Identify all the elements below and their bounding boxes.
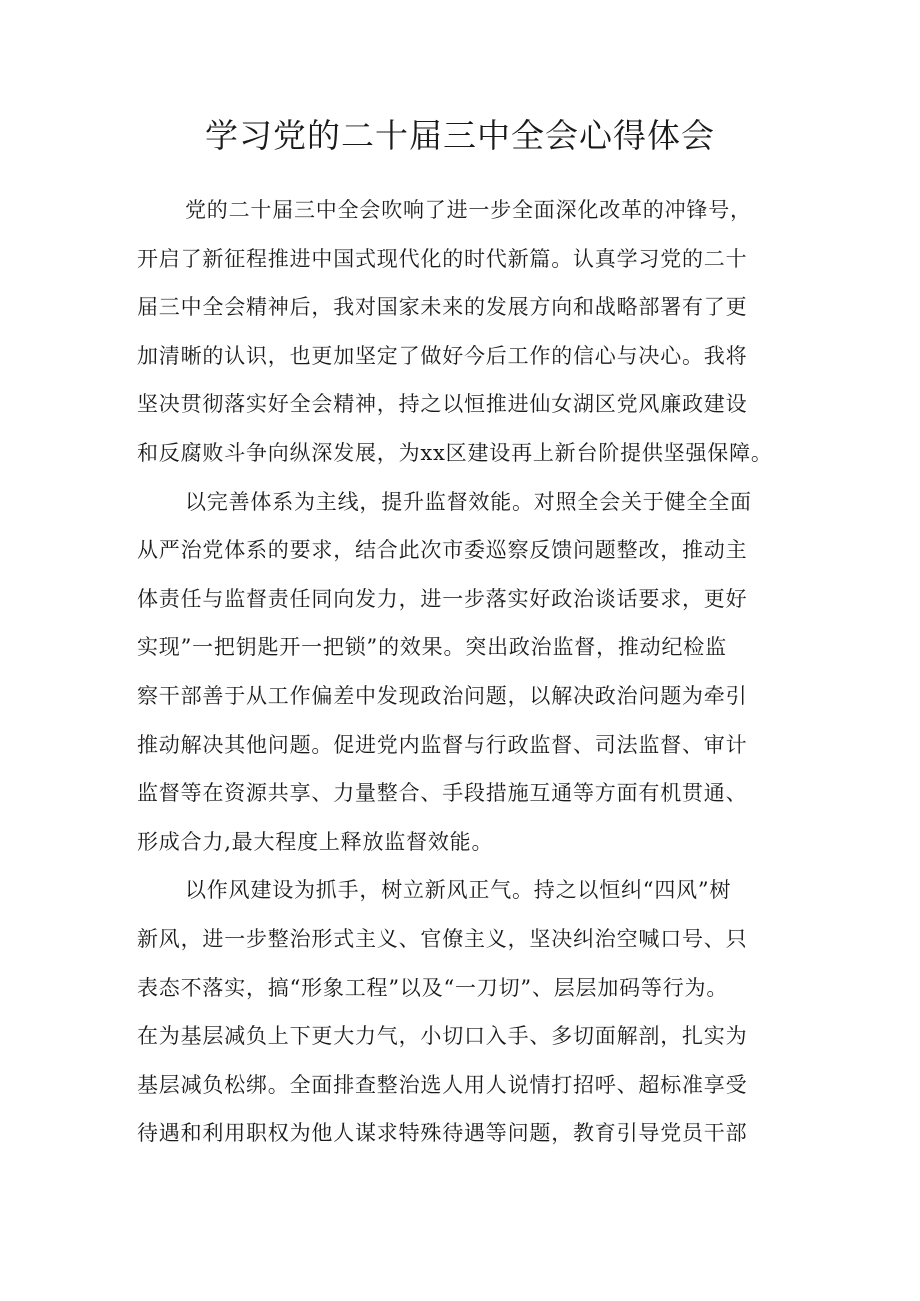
document-body: [137, 186, 787, 1158]
paragraph-line: 形成合力,最大程度上释放监督效能。: [137, 829, 494, 854]
paragraph-line: 加清晰的认识，也更加坚定了做好今后工作的信心与决心。我将: [137, 343, 748, 368]
paragraph-first-line: 以作风建设为抓手，树立新风正气。持之以恒纠“四风”树: [185, 878, 732, 903]
paragraph-line: 基层减负松绑。全面排查整治选人用人说情打招呼、超标准享受: [137, 1072, 748, 1097]
paragraph-line: 开启了新征程推进中国式现代化的时代新篇。认真学习党的二十: [137, 246, 748, 271]
paragraph-line: 实现”一把钥匙开一把锁”的效果。突出政治监督，推动纪检监: [137, 635, 727, 660]
paragraph-line: 新风，进一步整治形式主义、官僚主义，坚决纠治空喊口号、只: [137, 926, 748, 951]
paragraph-line: 坚决贯彻落实好全会精神，持之以恒推进仙女湖区党风廉政建设: [137, 392, 748, 417]
paragraph-line: 察干部善于从工作偏差中发现政治问题，以解决政治问题为牵引: [137, 683, 748, 708]
paragraph-line: 在为基层减负上下更大力气，小切口入手、多切面解剖，扎实为: [137, 1024, 748, 1049]
document-title: 学习党的二十届三中全会心得体会: [205, 116, 715, 155]
paragraph-line: 待遇和利用职权为他人谋求特殊待遇等问题，教育引导党员干部: [137, 1121, 748, 1146]
paragraph-line: 和反腐败斗争向纵深发展，为xx区建设再上新台阶提供坚强保障。: [137, 440, 773, 465]
paragraph-line: 表态不落实，搞“形象工程”以及“一刀切”、层层加码等行为。: [137, 975, 729, 1000]
paragraph-line: 从严治党体系的要求，结合此次市委巡察反馈问题整改，推动主: [137, 538, 748, 563]
paragraph-line: 推动解决其他问题。促进党内监督与行政监督、司法监督、审计: [137, 732, 748, 757]
paragraph-line: 届三中全会精神后，我对国家未来的发展方向和战略部署有了更: [137, 295, 748, 320]
paragraph-first-line: 党的二十届三中全会吹响了进一步全面深化改革的冲锋号，: [185, 198, 752, 222]
paragraph-line: 体责任与监督责任同向发力，进一步落实好政治谈话要求，更好: [137, 586, 748, 611]
paragraph-first-line: 以完善体系为主线，提升监督效能。对照全会关于健全全面: [185, 489, 752, 514]
paragraph-line: 监督等在资源共享、力量整合、手段措施互通等方面有机贯通、: [137, 781, 748, 806]
